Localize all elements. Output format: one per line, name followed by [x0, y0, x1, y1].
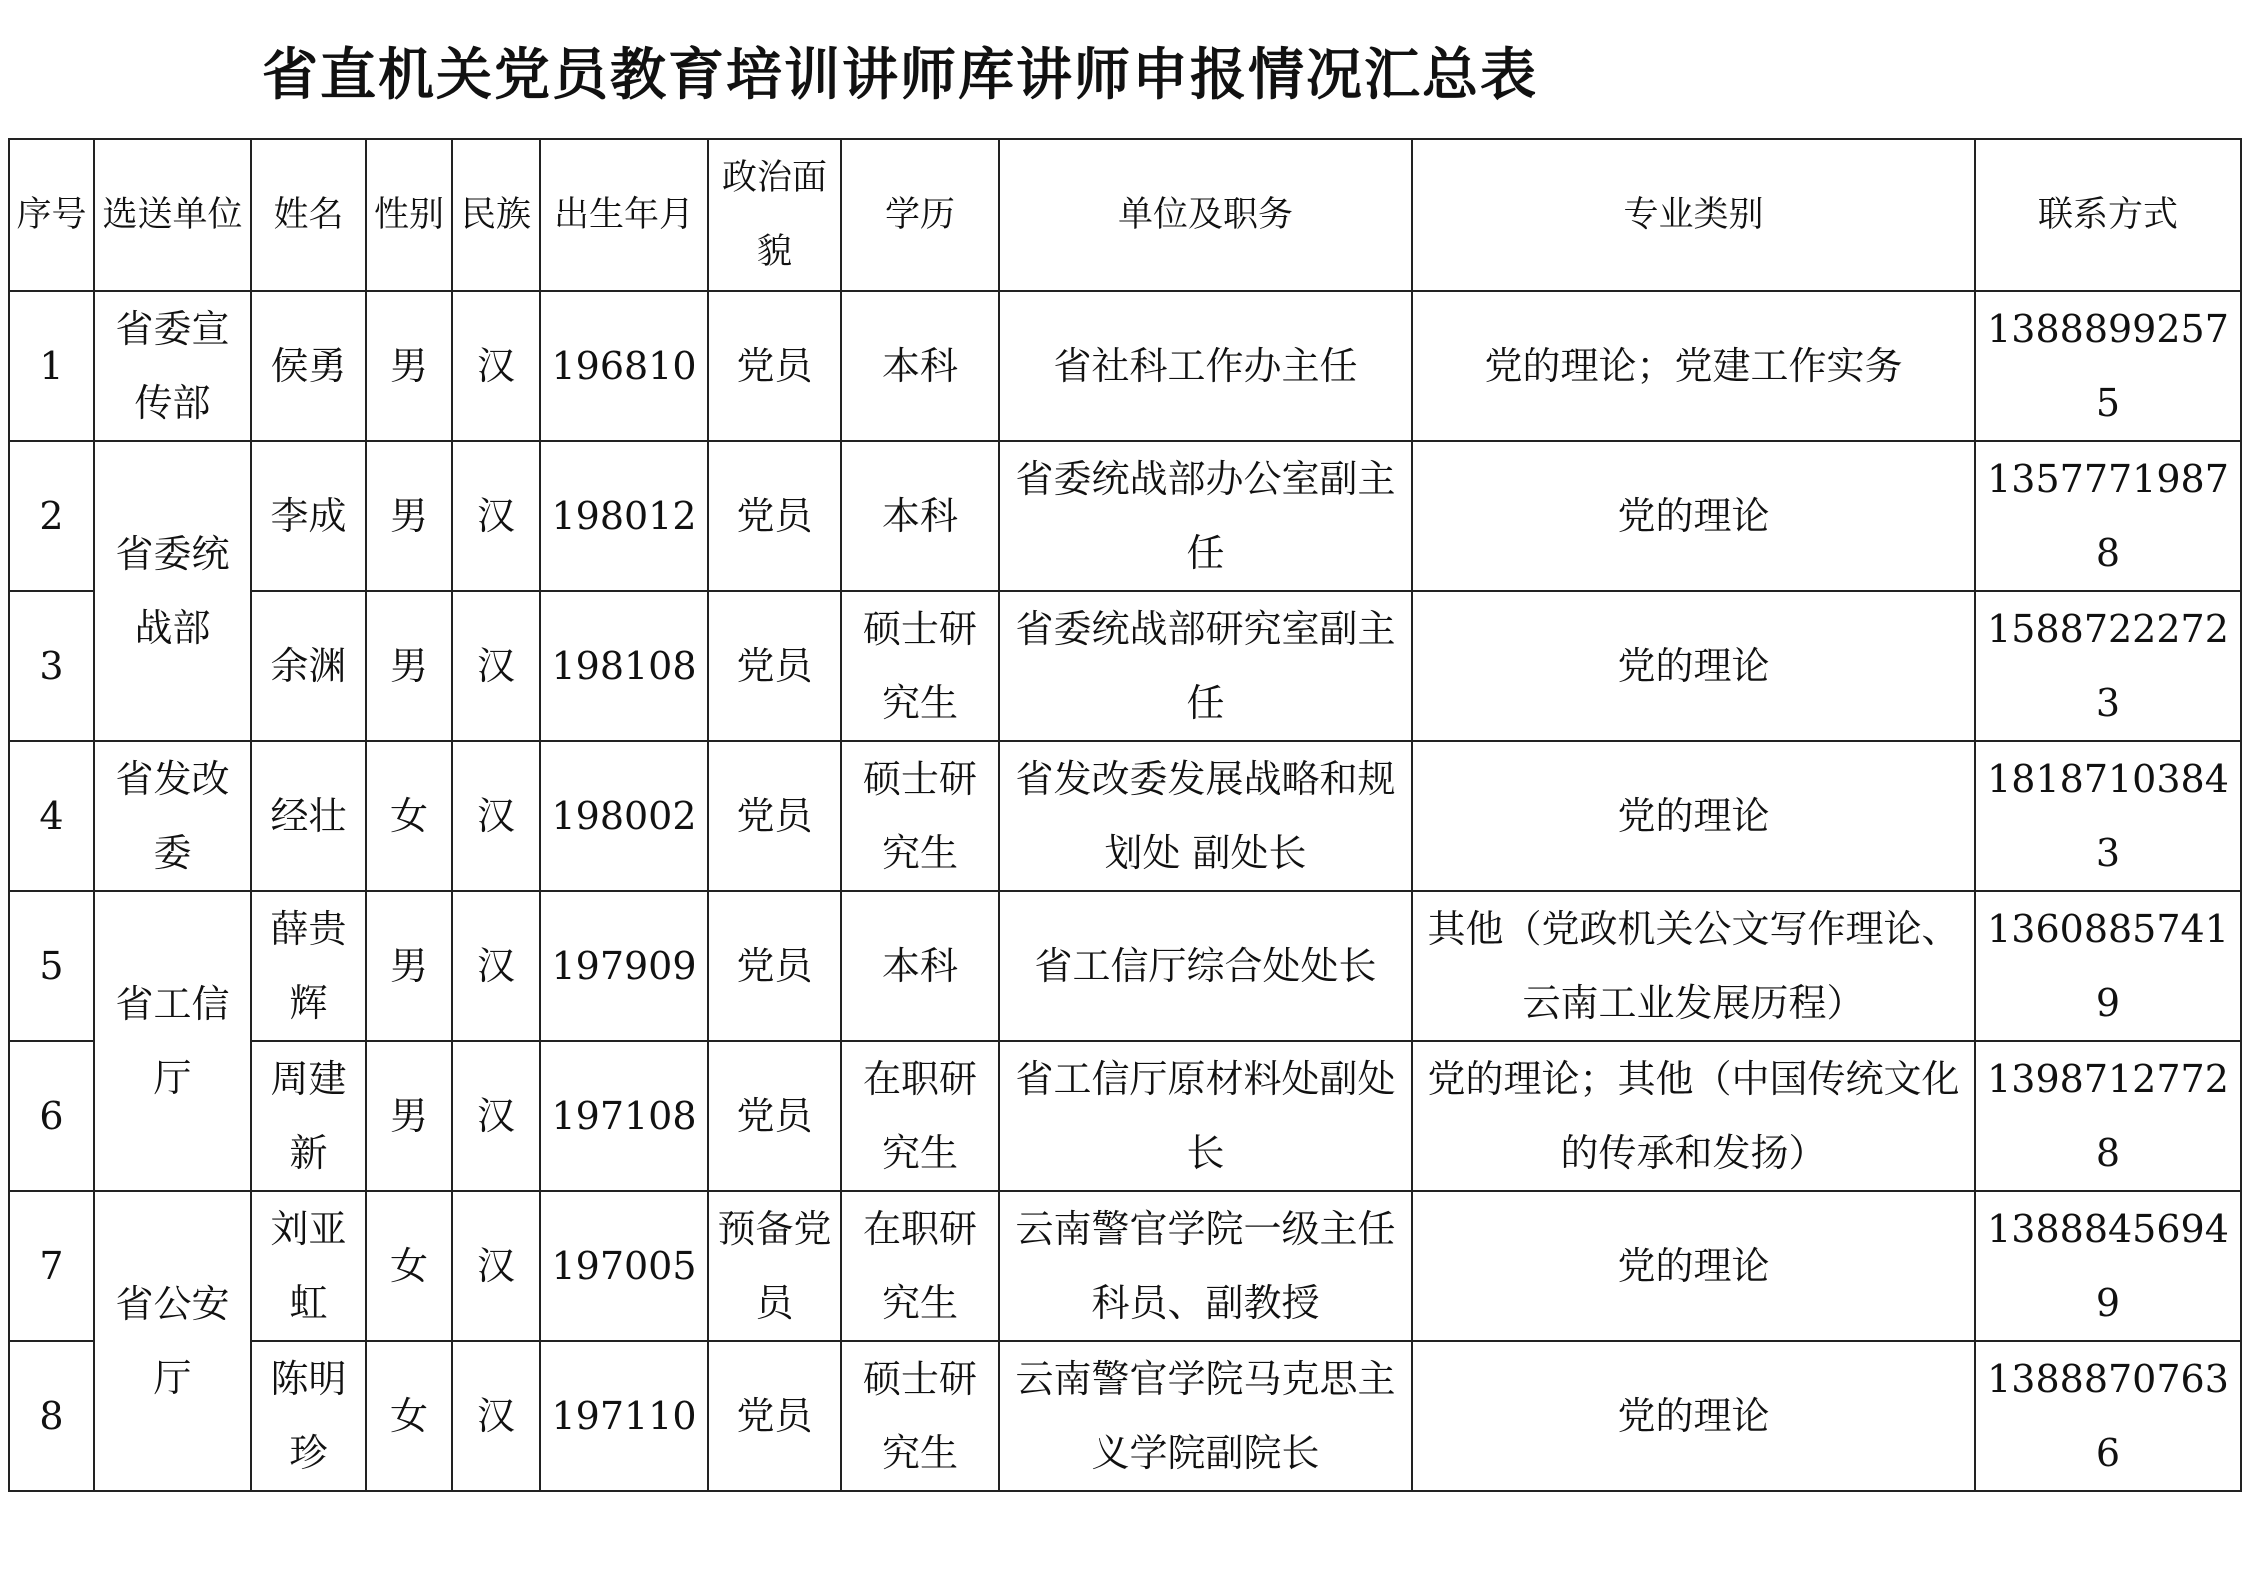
cell-contact: 13987127728	[1975, 1041, 2241, 1191]
cell-position: 省社科工作办主任	[999, 291, 1412, 441]
cell-ethnicity: 汉	[452, 741, 540, 891]
cell-ethnicity: 汉	[452, 291, 540, 441]
cell-index: 2	[9, 441, 94, 591]
cell-unit: 省委统战部	[94, 441, 251, 741]
cell-ethnicity: 汉	[452, 591, 540, 741]
header-position: 单位及职务	[999, 139, 1412, 291]
cell-name: 刘亚虹	[251, 1191, 366, 1341]
header-category: 专业类别	[1412, 139, 1975, 291]
cell-name: 陈明珍	[251, 1341, 366, 1491]
header-contact: 联系方式	[1975, 139, 2241, 291]
cell-contact: 13608857419	[1975, 891, 2241, 1041]
cell-education: 硕士研究生	[841, 1341, 999, 1491]
cell-ethnicity: 汉	[452, 891, 540, 1041]
cell-education: 硕士研究生	[841, 591, 999, 741]
table-row	[9, 591, 2241, 741]
cell-gender: 男	[366, 1041, 452, 1191]
cell-contact: 15887222723	[1975, 591, 2241, 741]
cell-education: 本科	[841, 441, 999, 591]
cell-contact: 13577719878	[1975, 441, 2241, 591]
cell-position: 省委统战部办公室副主任	[999, 441, 1412, 591]
cell-birth: 197108	[540, 1041, 708, 1191]
cell-birth: 197005	[540, 1191, 708, 1341]
table-row	[9, 1341, 2241, 1491]
header-birth: 出生年月	[540, 139, 708, 291]
cell-contact: 13888992575	[1975, 291, 2241, 441]
table-row	[9, 1191, 2241, 1341]
table-row	[9, 891, 2241, 1041]
header-name: 姓名	[251, 139, 366, 291]
cell-ethnicity: 汉	[452, 441, 540, 591]
cell-education: 硕士研究生	[841, 741, 999, 891]
cell-political: 党员	[708, 291, 841, 441]
cell-index: 4	[9, 741, 94, 891]
cell-name: 经壮	[251, 741, 366, 891]
cell-birth: 198108	[540, 591, 708, 741]
cell-index: 1	[9, 291, 94, 441]
table-row	[9, 1041, 2241, 1191]
cell-unit: 省公安厅	[94, 1191, 251, 1491]
cell-name: 侯勇	[251, 291, 366, 441]
header-education: 学历	[841, 139, 999, 291]
cell-ethnicity: 汉	[452, 1191, 540, 1341]
cell-gender: 女	[366, 1341, 452, 1491]
cell-category: 党的理论；党建工作实务	[1412, 291, 1975, 441]
cell-category: 党的理论	[1412, 741, 1975, 891]
cell-birth: 198002	[540, 741, 708, 891]
cell-index: 8	[9, 1341, 94, 1491]
cell-name: 李成	[251, 441, 366, 591]
header-ethnicity: 民族	[452, 139, 540, 291]
cell-political: 党员	[708, 1041, 841, 1191]
cell-position: 云南警官学院马克思主义学院副院长	[999, 1341, 1412, 1491]
cell-category: 党的理论；其他（中国传统文化的传承和发扬）	[1412, 1041, 1975, 1191]
cell-position: 省工信厅综合处处长	[999, 891, 1412, 1041]
cell-contact: 13888707636	[1975, 1341, 2241, 1491]
cell-gender: 男	[366, 591, 452, 741]
cell-political: 党员	[708, 591, 841, 741]
table-row	[9, 291, 2241, 441]
cell-index: 7	[9, 1191, 94, 1341]
cell-contact: 18187103843	[1975, 741, 2241, 891]
cell-category: 党的理论	[1412, 591, 1975, 741]
cell-birth: 197110	[540, 1341, 708, 1491]
header-gender: 性别	[366, 139, 452, 291]
cell-gender: 男	[366, 291, 452, 441]
cell-gender: 女	[366, 741, 452, 891]
summary-table	[8, 138, 2242, 1492]
cell-ethnicity: 汉	[452, 1341, 540, 1491]
cell-political: 预备党员	[708, 1191, 841, 1341]
cell-name: 薛贵辉	[251, 891, 366, 1041]
cell-index: 3	[9, 591, 94, 741]
cell-name: 周建新	[251, 1041, 366, 1191]
cell-education: 在职研究生	[841, 1191, 999, 1341]
cell-political: 党员	[708, 441, 841, 591]
cell-gender: 男	[366, 441, 452, 591]
cell-category: 党的理论	[1412, 1341, 1975, 1491]
cell-gender: 女	[366, 1191, 452, 1341]
cell-contact: 13888456949	[1975, 1191, 2241, 1341]
table-row	[9, 441, 2241, 591]
cell-gender: 男	[366, 891, 452, 1041]
cell-category: 党的理论	[1412, 441, 1975, 591]
cell-birth: 196810	[540, 291, 708, 441]
header-political: 政治面貌	[708, 139, 841, 291]
cell-education: 在职研究生	[841, 1041, 999, 1191]
page-title: 省直机关党员教育培训讲师库讲师申报情况汇总表	[262, 43, 1538, 108]
cell-birth: 198012	[540, 441, 708, 591]
cell-index: 6	[9, 1041, 94, 1191]
cell-name: 余渊	[251, 591, 366, 741]
cell-political: 党员	[708, 1341, 841, 1491]
cell-unit: 省发改委	[94, 741, 251, 891]
cell-position: 省委统战部研究室副主任	[999, 591, 1412, 741]
cell-position: 云南警官学院一级主任科员、副教授	[999, 1191, 1412, 1341]
cell-index: 5	[9, 891, 94, 1041]
cell-education: 本科	[841, 291, 999, 441]
header-unit: 选送单位	[94, 139, 251, 291]
cell-birth: 197909	[540, 891, 708, 1041]
table-row	[9, 741, 2241, 891]
header-row	[9, 139, 2241, 291]
cell-ethnicity: 汉	[452, 1041, 540, 1191]
cell-education: 本科	[841, 891, 999, 1041]
cell-political: 党员	[708, 891, 841, 1041]
cell-category: 其他（党政机关公文写作理论、云南工业发展历程）	[1412, 891, 1975, 1041]
cell-unit: 省委宣传部	[94, 291, 251, 441]
cell-category: 党的理论	[1412, 1191, 1975, 1341]
cell-political: 党员	[708, 741, 841, 891]
header-index: 序号	[9, 139, 94, 291]
cell-unit: 省工信厅	[94, 891, 251, 1191]
cell-position: 省工信厅原材料处副处长	[999, 1041, 1412, 1191]
cell-position: 省发改委发展战略和规划处 副处长	[999, 741, 1412, 891]
